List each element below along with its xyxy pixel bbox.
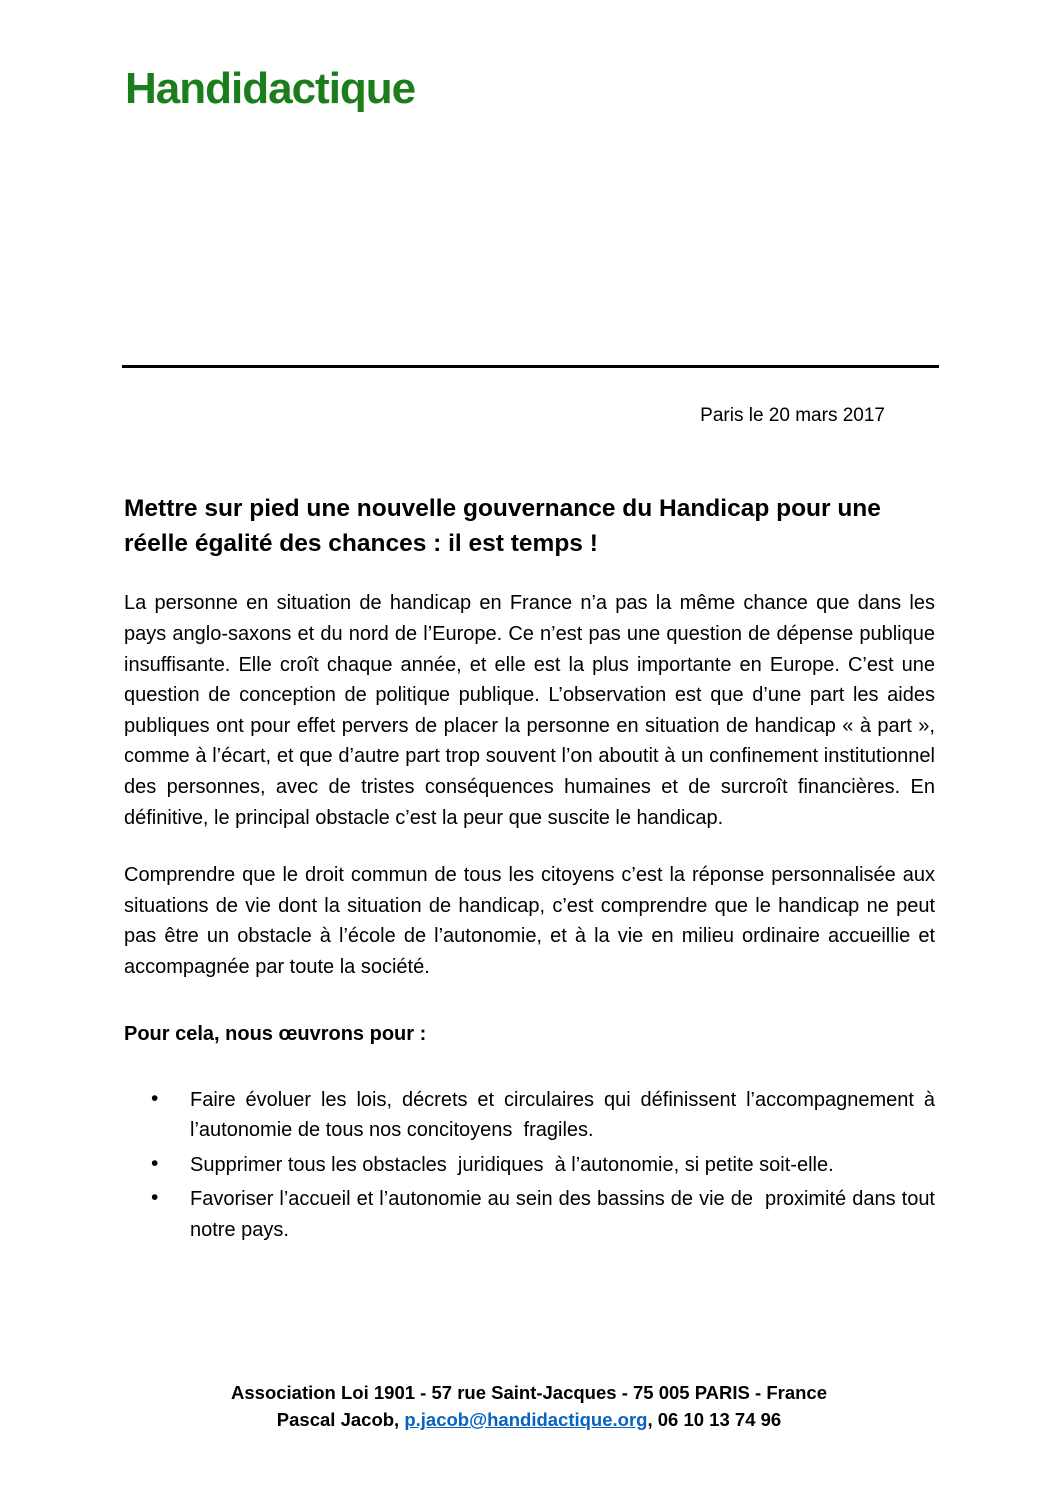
list-item: • Faire évoluer les lois, décrets et circulaires qui définissent l’accompagnement à l’autonomie de tous nos concitoyens fragiles. — [124, 1085, 935, 1146]
header-divider — [122, 365, 939, 368]
letter-heading: Mettre sur pied une nouvelle gouvernance du Handicap pour une réelle égalité des chances : il est temps ! — [124, 495, 881, 558]
body-paragraph: Comprendre que le droit commun de tous les citoyens c’est la réponse personnalisée aux situations de vie dont la situation de handicap, c’est comprendre que le handicap ne peut pas être un obstacle à l’école de l’autonomie, et à la vie en milieu ordinaire accueillie et accompagnée par toute la société. — [124, 864, 941, 978]
footer-contact-name: Pascal Jacob, — [276, 1409, 405, 1430]
date-line: Paris le 20 mars 2017 — [700, 404, 885, 426]
letter-content — [0, 64, 1058, 1245]
footer-address: Association Loi 1901 - 57 rue Saint-Jacques - 75 005 PARIS - France — [231, 1382, 827, 1403]
list-item: • Favoriser l’accueil et l’autonomie au sein des bassins de vie de proximité dans tout notre pays. — [124, 1184, 935, 1245]
footer-contact-line — [0, 1406, 1058, 1433]
footer-phone: , 06 10 13 74 96 — [647, 1409, 782, 1430]
goals-list — [124, 1085, 941, 1246]
brand-logo: Handidactique — [125, 64, 416, 113]
body-paragraph: La personne en situation de handicap en France n’a pas la même chance que dans les pays anglo-saxons et du nord de l’Europe. Ce n’est pas une question de dépense publique insuffisante. Elle croît chaque année, et elle est la plus importante en Europe. C’est une question de conception de politique publique. L’observation est que d’une part les aides publiques ont pour effet pervers de placer la personne en situation de handicap « à part », comme à l’écart, et que d’autre part trop souvent l’on aboutit à un confinement institutionnel des personnes, avec de tristes conséquences humaines et de surcroît financières. En définitive, le principal obstacle c’est la peur que suscite le handicap. — [124, 592, 941, 829]
page-footer — [0, 1379, 1058, 1433]
email-link[interactable]: p.jacob@handidactique.org — [404, 1409, 648, 1430]
list-item: • Supprimer tous les obstacles juridiques à l’autonomie, si petite soit-elle. — [124, 1150, 935, 1181]
list-intro: Pour cela, nous œuvrons pour : — [124, 1022, 427, 1045]
